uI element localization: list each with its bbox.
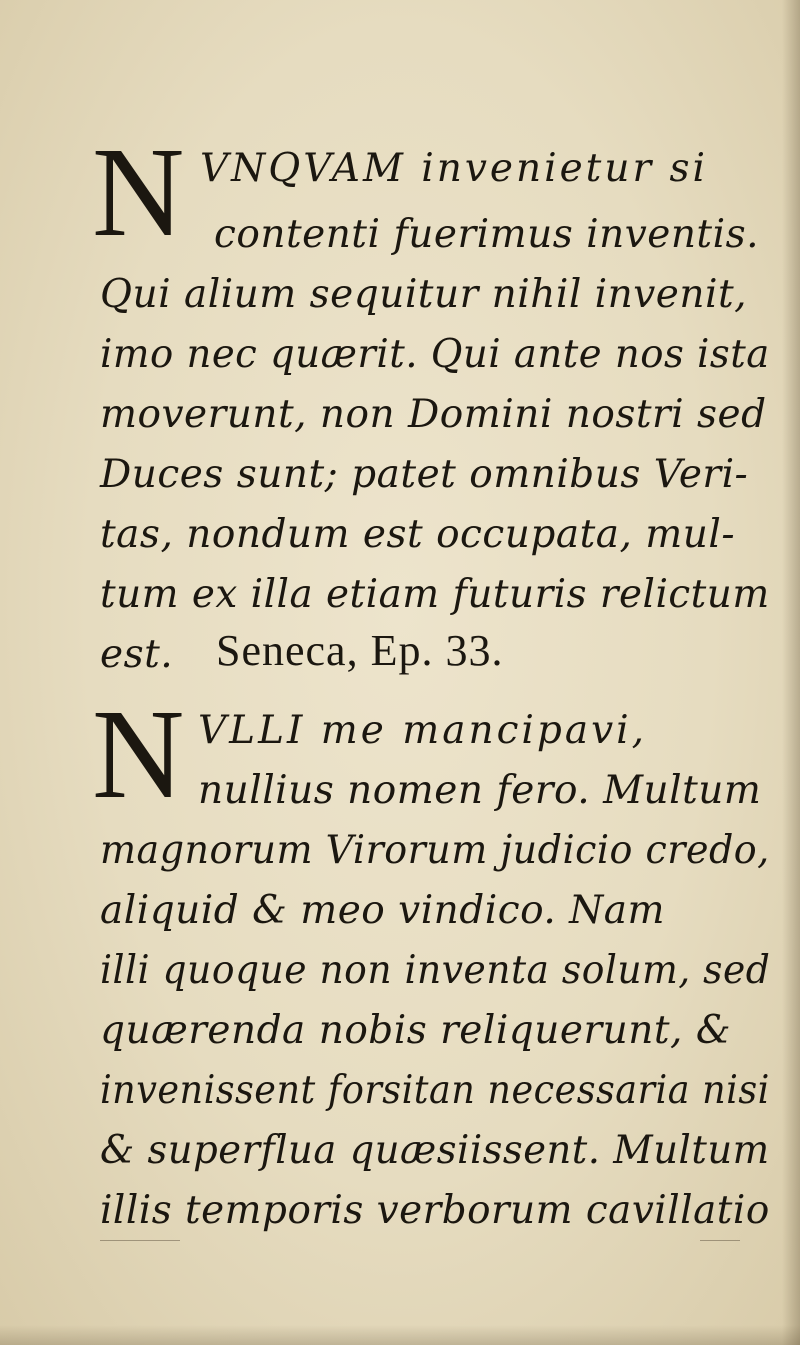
text-line: imo nec quærit. Qui ante nos ista (100, 332, 770, 377)
text-line: moverunt, non Domini nostri sed (100, 392, 767, 437)
text-line: illi quoque non inventa solum, sed (100, 948, 771, 993)
text-line: illis temporis verborum cavillatio (100, 1188, 770, 1233)
text-line: & superflua quæsiissent. Multum (100, 1128, 770, 1173)
text-line: est. (100, 632, 174, 677)
text-line: contenti fuerimus inventis. (214, 212, 759, 257)
drop-cap: N (92, 683, 185, 825)
text-line: tas, nondum est occupata, mul- (100, 512, 736, 557)
text-line: invenissent forsitan necessaria nisi (100, 1068, 770, 1113)
text-line: VNQVAM invenietur si (200, 146, 708, 191)
drop-cap: N (92, 121, 185, 263)
citation: Seneca, Ep. 33. (216, 626, 504, 675)
text-line: magnorum Virorum judicio credo, (100, 828, 770, 873)
text-line: aliquid & meo vindico. Nam (100, 888, 666, 933)
text-line: tum ex illa etiam futuris relictum (100, 572, 770, 617)
text-line: Duces sunt; patet omnibus Veri- (100, 452, 749, 497)
divider (100, 1240, 180, 1241)
text-line: nullius nomen fero. Multum (198, 768, 762, 813)
page-edge-shadow (782, 0, 800, 1345)
text-line: Qui alium sequitur nihil invenit, (100, 272, 748, 317)
text-line: VLLI me mancipavi, (198, 708, 648, 753)
divider (700, 1240, 740, 1241)
page-bottom-shadow (0, 1325, 800, 1345)
text-line: quærenda nobis reliquerunt, & (100, 1008, 732, 1053)
